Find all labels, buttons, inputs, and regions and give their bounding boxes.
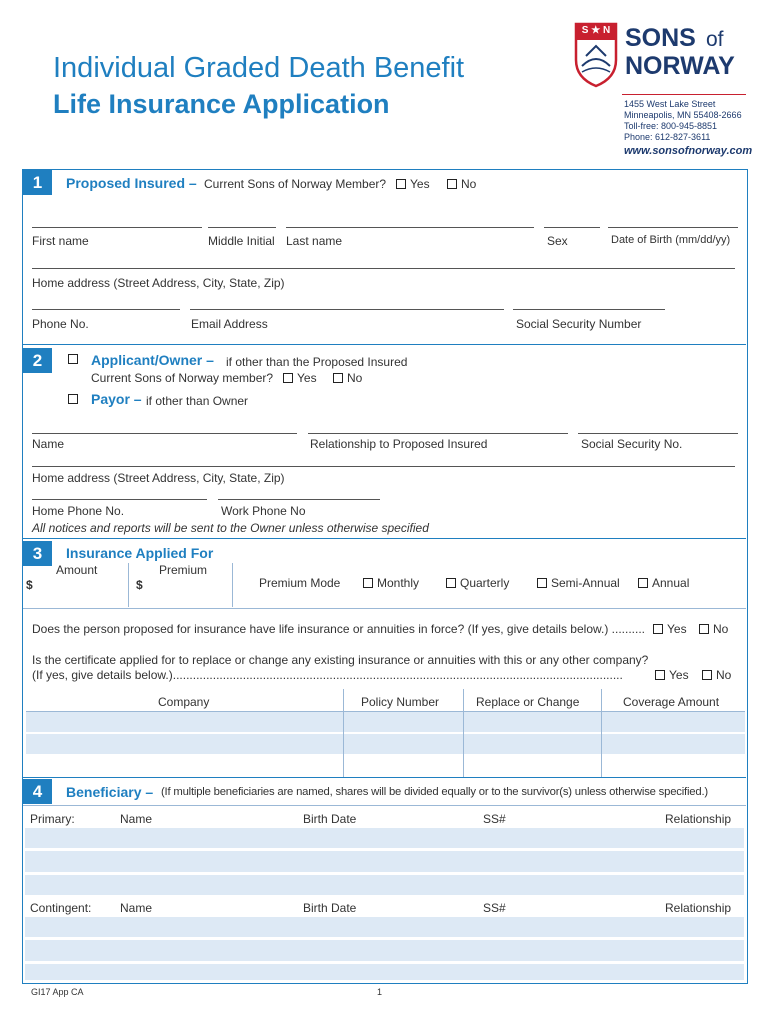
table-row[interactable] <box>26 712 745 732</box>
replacement-question-cont: (If yes, give details below.)....................................................................................................................................... <box>32 668 623 682</box>
contingent-birthdate-label: Birth Date <box>303 901 357 915</box>
logo-badge-text: S ★ N <box>581 25 611 36</box>
premium-dollar[interactable]: $ <box>136 578 143 592</box>
proposed-insured-heading: Proposed Insured – <box>66 175 197 191</box>
primary-label: Primary: <box>30 812 75 826</box>
home-address-field[interactable] <box>32 268 735 269</box>
primary-name-label: Name <box>120 812 153 826</box>
work-phone-label: Work Phone No <box>221 504 306 518</box>
mode-annual[interactable] <box>638 576 689 590</box>
relationship-label: Relationship to Proposed Insured <box>310 437 488 451</box>
logo-divider <box>622 94 746 95</box>
owner-address-field[interactable] <box>32 466 735 467</box>
primary-ss-label: SS# <box>483 812 506 826</box>
ssn-field[interactable] <box>513 309 665 310</box>
checkbox[interactable] <box>653 624 663 634</box>
contingent-relationship-label: Relationship <box>665 901 732 915</box>
payor-note: if other than Owner <box>146 394 249 408</box>
mode-monthly[interactable] <box>363 576 419 590</box>
beneficiary-heading: Beneficiary – <box>66 784 154 800</box>
contingent-entry-row[interactable] <box>25 940 744 961</box>
checkbox[interactable] <box>447 179 457 189</box>
q2-yes[interactable] <box>655 668 689 682</box>
home-address-label: Home address (Street Address, City, State, Zip) <box>32 276 285 290</box>
middle-initial-label: Middle Initial <box>208 234 275 248</box>
beneficiary-note: (If multiple beneficiaries are named, shares will be divided equally or to the survivor(s) unless otherwise specified.) <box>161 786 708 798</box>
col-header-company: Company <box>158 695 210 709</box>
no-label: No <box>347 371 363 385</box>
primary-entry-row[interactable] <box>25 828 744 848</box>
checkbox[interactable] <box>68 354 78 364</box>
owner-member-question: Current Sons of Norway member? <box>91 371 274 385</box>
premium-divider <box>232 563 233 607</box>
last-name-field[interactable] <box>286 227 534 228</box>
table-row[interactable] <box>26 734 745 754</box>
primary-relationship-label: Relationship <box>665 812 732 826</box>
home-phone-field[interactable] <box>32 499 207 500</box>
insurance-applied-heading: Insurance Applied For <box>66 545 214 561</box>
mode-row-divider <box>23 608 746 609</box>
table-row-divider <box>26 711 745 712</box>
contingent-ss-label: SS# <box>483 901 506 915</box>
member-no-option[interactable] <box>447 177 476 191</box>
amount-label: Amount <box>56 563 98 577</box>
address-line1: 1455 West Lake Street <box>624 99 716 109</box>
sex-label: Sex <box>547 234 568 248</box>
work-phone-field[interactable] <box>218 499 380 500</box>
col-divider <box>463 689 464 777</box>
home-phone-label: Home Phone No. <box>32 504 125 518</box>
relationship-field[interactable] <box>308 433 568 434</box>
col-divider <box>601 689 602 777</box>
form-code: GI17 App CA <box>31 987 84 997</box>
premium-mode-label: Premium Mode <box>259 576 341 590</box>
section-divider <box>23 538 746 539</box>
primary-entry-row[interactable] <box>25 875 744 895</box>
middle-initial-field[interactable] <box>208 227 276 228</box>
annual-label: Annual <box>652 576 690 590</box>
col-header-coverage: Coverage Amount <box>623 695 720 709</box>
q2-no[interactable] <box>702 668 731 682</box>
col-header-policy: Policy Number <box>361 695 440 709</box>
section-number-4: 4 <box>23 779 52 804</box>
applicant-note: if other than the Proposed Insured <box>226 355 408 369</box>
checkbox[interactable] <box>655 670 665 680</box>
premium-label: Premium <box>159 563 208 577</box>
form-title-line2: Life Insurance Application <box>53 89 390 119</box>
quarterly-label: Quarterly <box>460 576 510 590</box>
applicant-owner-heading: Applicant/Owner – <box>91 352 214 368</box>
q1-yes[interactable] <box>653 622 687 636</box>
applicant-checkbox-row[interactable] <box>68 352 82 366</box>
phone-number: Phone: 612-827-3611 <box>624 132 711 142</box>
owner-address-label: Home address (Street Address, City, State, Zip) <box>32 471 285 485</box>
member-question: Current Sons of Norway Member? <box>204 177 387 191</box>
section-divider <box>23 777 746 778</box>
email-field[interactable] <box>190 309 504 310</box>
first-name-label: First name <box>32 234 89 248</box>
checkbox[interactable] <box>702 670 712 680</box>
page-number: 1 <box>377 987 383 997</box>
owner-member-yes[interactable] <box>283 371 317 385</box>
phone-label: Phone No. <box>32 317 89 331</box>
mode-semiannual[interactable] <box>537 576 620 590</box>
sons-of-norway-logo <box>574 22 752 92</box>
section-number-1: 1 <box>23 170 52 195</box>
section-number-3: 3 <box>23 541 52 566</box>
replacement-question: Is the certificate applied for to replace or change any existing insurance or annuities with this or any other company? <box>32 653 649 667</box>
no-label: No <box>713 622 729 636</box>
form-title-line1: Individual Graded Death Benefit <box>53 52 465 84</box>
contingent-entry-row[interactable] <box>25 917 744 937</box>
yes-label: Yes <box>297 371 317 385</box>
yes-label: Yes <box>667 622 687 636</box>
name-label: Name <box>32 437 65 451</box>
checkbox[interactable] <box>699 624 709 634</box>
yes-label: Yes <box>410 177 430 191</box>
checkbox[interactable] <box>446 578 456 588</box>
primary-birthdate-label: Birth Date <box>303 812 357 826</box>
insurance-in-force-question: Does the person proposed for insurance have life insurance or annuities in force? (If yes, give details below.) .......... <box>32 622 645 636</box>
website-link[interactable]: www.sonsofnorway.com <box>624 145 753 157</box>
member-yes-option[interactable] <box>396 177 430 191</box>
no-label: No <box>461 177 477 191</box>
name-field[interactable] <box>32 433 297 434</box>
checkbox[interactable] <box>537 578 547 588</box>
email-label: Email Address <box>191 317 268 331</box>
dob-field[interactable] <box>608 227 738 228</box>
yes-label: Yes <box>669 668 689 682</box>
payor-checkbox-row[interactable] <box>68 392 82 406</box>
logo-word-of: of <box>706 28 724 51</box>
logo-word-norway: NORWAY <box>625 52 735 80</box>
checkbox[interactable] <box>333 373 343 383</box>
monthly-label: Monthly <box>377 576 420 590</box>
checkbox[interactable] <box>363 578 373 588</box>
checkbox[interactable] <box>283 373 293 383</box>
col-divider <box>343 689 344 777</box>
section-divider <box>23 344 746 345</box>
contingent-label: Contingent: <box>30 901 92 915</box>
payor-heading: Payor – <box>91 391 142 407</box>
checkbox[interactable] <box>68 394 78 404</box>
contingent-name-label: Name <box>120 901 153 915</box>
mode-quarterly[interactable] <box>446 576 509 590</box>
no-label: No <box>716 668 732 682</box>
amount-divider <box>128 563 129 607</box>
owner-member-no[interactable] <box>333 371 362 385</box>
phone-field[interactable] <box>32 309 180 310</box>
owner-ssn-field[interactable] <box>578 433 738 434</box>
owner-ssn-label: Social Security No. <box>581 437 683 451</box>
semiannual-label: Semi-Annual <box>551 576 620 590</box>
tollfree-number: Toll-free: 800-945-8851 <box>624 121 718 131</box>
logo-word-sons: SONS <box>625 24 696 52</box>
primary-entry-row[interactable] <box>25 851 744 872</box>
last-name-label: Last name <box>286 234 343 248</box>
q1-no[interactable] <box>699 622 728 636</box>
ssn-label: Social Security Number <box>516 317 642 331</box>
dob-label: Date of Birth (mm/dd/yy) <box>611 234 731 246</box>
owner-notice: All notices and reports will be sent to the Owner unless otherwise specified <box>32 521 429 535</box>
address-line2: Minneapolis, MN 55408-2666 <box>624 110 742 120</box>
col-header-replace: Replace or Change <box>476 695 580 709</box>
section-number-2: 2 <box>23 348 52 373</box>
beneficiary-divider <box>23 805 746 806</box>
checkbox[interactable] <box>638 578 648 588</box>
contingent-entry-row[interactable] <box>25 964 744 980</box>
first-name-field[interactable] <box>32 227 202 228</box>
amount-dollar[interactable]: $ <box>26 578 33 592</box>
sex-field[interactable] <box>544 227 600 228</box>
checkbox[interactable] <box>396 179 406 189</box>
